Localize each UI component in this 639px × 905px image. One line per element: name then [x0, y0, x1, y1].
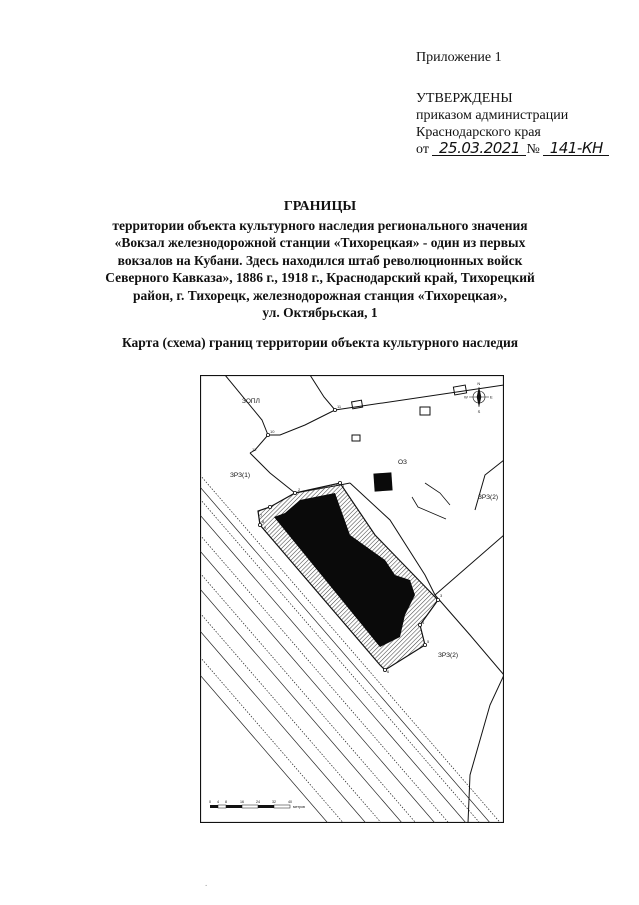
zone-label-zrz2-bottom: ЗРЗ(2): [438, 652, 458, 659]
document-title: [40, 198, 600, 322]
point-label: 3: [440, 593, 443, 598]
point-label: 5: [427, 639, 430, 644]
scale-tick: 8: [225, 800, 227, 804]
title-main: ГРАНИЦЫ: [283, 199, 357, 214]
footer-mark: .: [205, 878, 208, 888]
point-label: 9: [264, 525, 267, 530]
scale-tick: 32: [272, 800, 276, 804]
scale-unit: метров: [293, 805, 305, 809]
scale-tick: 0: [209, 800, 211, 804]
point-label: 4: [422, 620, 425, 625]
map-caption: Карта (схема) границ территории объекта культурного наследия: [121, 335, 519, 350]
point-label: 10: [270, 429, 275, 434]
point-label: 1: [342, 483, 345, 488]
approval-block: [416, 90, 609, 158]
boundary-map-svg: [200, 375, 504, 823]
scale-tick: 16: [240, 800, 244, 804]
zone-label-oz: ОЗ: [398, 459, 407, 466]
title-line-1: территории объекта культурного наследия регионального значения: [112, 217, 528, 233]
title-line-3: вокзалов на Кубани. Здесь находился штаб революционных войск: [117, 252, 523, 268]
compass-n: N: [477, 381, 481, 386]
title-line-5: район, г. Тихорецк, железнодорожная станция «Тихорецкая»,: [133, 287, 507, 303]
title-line-6: ул. Октябрьская, 1: [262, 305, 378, 320]
title-line-2: «Вокзал железнодорожной станции «Тихорецкая» - один из первых: [114, 235, 526, 250]
zone-label-zopl: ЗОПЛ: [242, 398, 260, 405]
point-label: 6: [387, 669, 390, 674]
from-prefix: от: [416, 142, 429, 157]
zone-label-zrz2-top: ЗРЗ(2): [478, 494, 498, 501]
point-label: 12: [252, 447, 257, 452]
point-label: 2: [298, 487, 301, 492]
title-line-4: Северного Кавказа», 1886 г., 1918 г., Краснодарский край, Тихорецкий: [105, 270, 535, 285]
appendix-label: Приложение 1: [416, 50, 502, 65]
approval-date-line: [416, 141, 609, 158]
handwritten-number: 141-КН: [543, 142, 609, 156]
compass-w: W: [464, 394, 468, 400]
point-label: 7: [260, 513, 263, 518]
boundary-map: [200, 375, 504, 823]
approved-region: Краснодарского края: [416, 125, 541, 140]
scale-tick: 24: [256, 800, 260, 804]
approved-heading: УТВЕРЖДЕНЫ: [416, 91, 513, 106]
scale-tick: 4: [217, 800, 219, 804]
point-label: 11: [337, 404, 342, 409]
compass-e: E: [490, 394, 493, 400]
zone-label-zrz1: ЗРЗ(1): [230, 472, 250, 479]
scale-tick: 40: [288, 800, 292, 804]
oz-object-square: [373, 472, 392, 491]
point-label: 8: [262, 519, 265, 524]
approved-by-order: приказом администрации: [416, 108, 569, 123]
compass-s: S: [477, 409, 481, 414]
handwritten-date: 25.03.2021: [432, 142, 526, 156]
number-sign: №: [526, 142, 540, 157]
